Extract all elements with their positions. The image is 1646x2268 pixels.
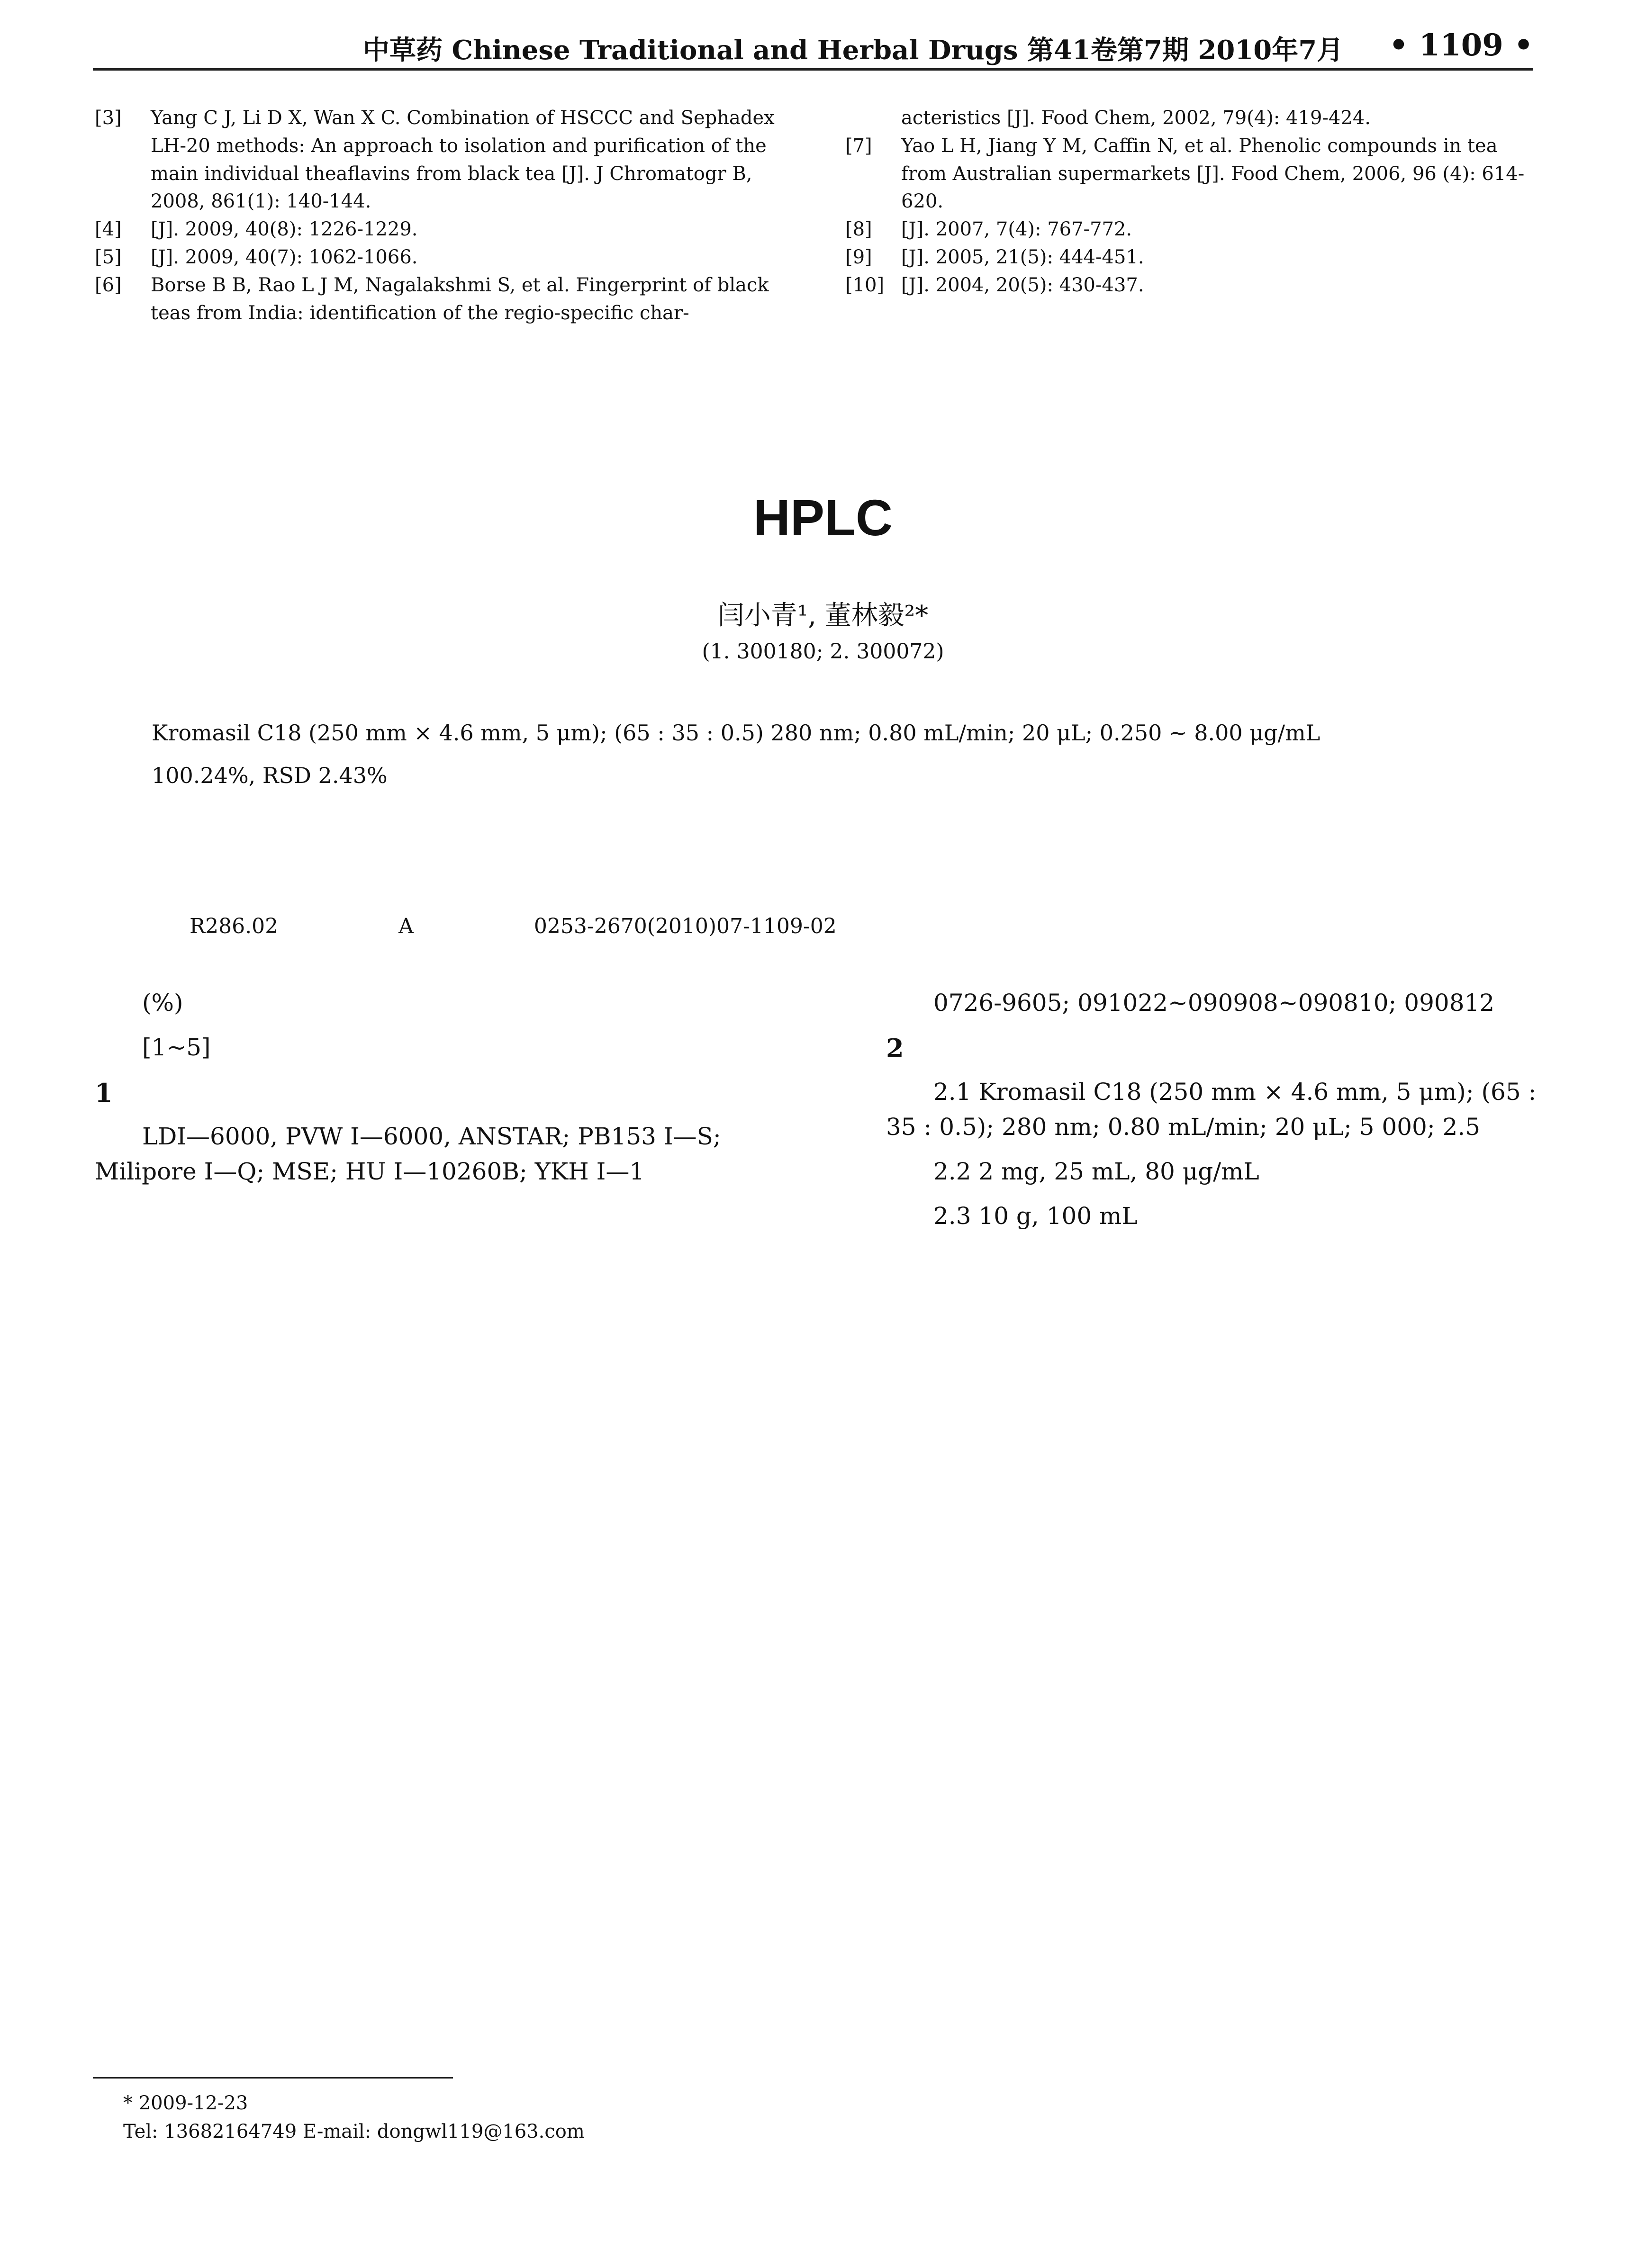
body-paragraph: 2.1 Kromasil C18 (250 mm × 4.6 mm, 5 μm); (65 : 35 : 0.5); 280 nm; 0.80 mL/min; 20 μL; 5 000; 2.5 bbox=[886, 1078, 1537, 1141]
journal-line: 中草药 Chinese Traditional and Herbal Drugs 第41卷第7期 2010年7月 bbox=[363, 35, 1344, 66]
body-paragraph: [1~5] bbox=[142, 1034, 211, 1061]
reference-item bbox=[845, 271, 1528, 299]
body-paragraph: 2.3 10 g, 100 mL bbox=[933, 1202, 1138, 1230]
reference-item bbox=[95, 216, 777, 243]
section-heading: 1 bbox=[95, 1078, 113, 1108]
reference-text: [J]. 2005, 21(5): 444-451. bbox=[901, 246, 1144, 268]
reference-text: [J]. 2007, 7(4): 767-772. bbox=[901, 218, 1132, 241]
footnotes bbox=[123, 2089, 1260, 2146]
classification-line bbox=[190, 914, 1516, 938]
body-left-column bbox=[95, 985, 758, 1198]
reference-item bbox=[95, 243, 777, 271]
footnote-received: * 2009-12-23 bbox=[123, 2092, 248, 2114]
abstract-block bbox=[152, 715, 1497, 801]
reference-item bbox=[845, 216, 1528, 243]
page-number: • 1109 • bbox=[1389, 27, 1533, 63]
section-heading: 2 bbox=[886, 1033, 904, 1063]
article-authors: 闫小青¹, 董林毅²* bbox=[717, 600, 929, 631]
reference-text: [J]. 2004, 20(5): 430-437. bbox=[901, 274, 1144, 296]
footnote-divider bbox=[93, 2077, 453, 2079]
classification-number: R286.02 bbox=[190, 914, 279, 938]
body-paragraph: (%) bbox=[142, 989, 183, 1017]
reference-text: Yang C J, Li D X, Wan X C. Combination of HSCCC and Sephadex LH-20 methods: An approach to isolation and purification of the main individual theaflavins from black tea [J]. J Chromatogr B, 2008, 861(1): 140-144. bbox=[151, 107, 775, 213]
reference-item bbox=[845, 243, 1528, 271]
body-paragraph: LDI—6000, PVW I—6000, ANSTAR; PB153 I—S; Milipore I—Q; MSE; HU I—10260B; YKH I—1 bbox=[95, 1122, 721, 1185]
article-title: HPLC bbox=[753, 489, 893, 546]
reference-text: Yao L H, Jiang Y M, Caffin N, et al. Phenolic compounds in tea from Australian supermarkets [J]. Food Chem, 2006, 96 (4): 614-620. bbox=[901, 135, 1525, 213]
document-code: A bbox=[398, 914, 414, 938]
reference-item bbox=[95, 104, 777, 216]
footnote-contact: Tel: 13682164749 E-mail: dongwl119@163.com bbox=[123, 2121, 585, 2142]
reference-text: Borse B B, Rao L J M, Nagalakshmi S, et al. Fingerprint of black teas from India: identification of the regio-specific char- bbox=[151, 274, 769, 324]
reference-number: [9] bbox=[845, 246, 872, 268]
reference-number: [5] bbox=[95, 246, 122, 268]
reference-item bbox=[95, 271, 777, 327]
body-paragraph: 2.2 2 mg, 25 mL, 80 μg/mL bbox=[933, 1157, 1259, 1185]
abstract-paragraph: Kromasil C18 (250 mm × 4.6 mm, 5 μm); (65 : 35 : 0.5) 280 nm; 0.80 mL/min; 20 μL; 0.250 ~ 8.00 μg/mL bbox=[152, 720, 1320, 746]
reference-number: [7] bbox=[845, 135, 872, 157]
reference-number: [3] bbox=[95, 107, 122, 129]
body-paragraph: 0726-9605; 091022~090908~090810; 090812 bbox=[933, 989, 1495, 1017]
article-id: 0253-2670(2010)07-1109-02 bbox=[534, 914, 837, 938]
references-left-column bbox=[95, 104, 777, 327]
reference-number: [8] bbox=[845, 218, 872, 241]
reference-number: [6] bbox=[95, 274, 122, 296]
reference-text: [J]. 2009, 40(8): 1226-1229. bbox=[151, 218, 418, 241]
abstract-paragraph: 100.24%, RSD 2.43% bbox=[152, 762, 388, 788]
reference-item bbox=[845, 104, 1528, 132]
running-header bbox=[93, 21, 1533, 71]
reference-number: [10] bbox=[845, 274, 885, 296]
reference-item bbox=[845, 132, 1528, 216]
references-right-column bbox=[845, 104, 1528, 299]
reference-text: acteristics [J]. Food Chem, 2002, 79(4): 419-424. bbox=[901, 107, 1371, 129]
article-affiliation: (1. 300180; 2. 300072) bbox=[702, 639, 944, 664]
reference-text: [J]. 2009, 40(7): 1062-1066. bbox=[151, 246, 418, 268]
body-right-column bbox=[886, 985, 1549, 1243]
reference-number bbox=[845, 104, 901, 132]
reference-number: [4] bbox=[95, 218, 122, 241]
